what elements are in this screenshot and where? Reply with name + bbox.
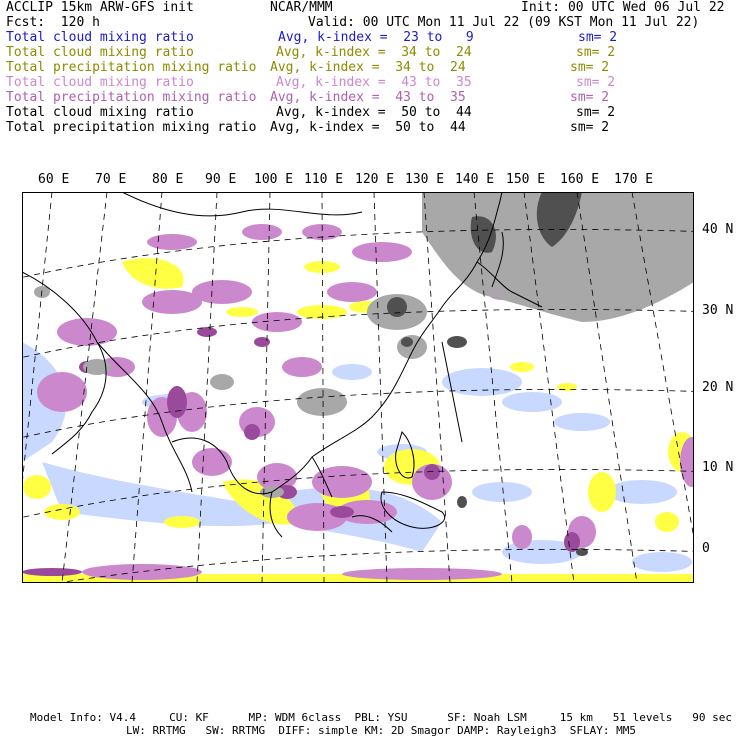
field-name: Total cloud mixing ratio (6, 75, 194, 90)
lon-label: 160 E (560, 172, 600, 187)
field-smoothing: sm= 2 (570, 120, 610, 135)
lon-label: 90 E (205, 172, 237, 187)
field-name: Total cloud mixing ratio (6, 45, 194, 60)
lat-label: 30 N (702, 303, 734, 318)
lon-label: 60 E (38, 172, 70, 187)
init-time: Init: 00 UTC Wed 06 Jul 22 (521, 0, 725, 15)
lon-label: 110 E (304, 172, 344, 187)
field-desc: Avg, k-index = 50 to 44 (270, 120, 466, 135)
field-smoothing: sm= 2 (570, 90, 610, 105)
field-desc: Avg, k-index = 34 to 24 (270, 60, 466, 75)
field-name: Total cloud mixing ratio (6, 30, 194, 45)
org-label: NCAR/MMM (270, 0, 333, 15)
valid-time: Valid: 00 UTC Mon 11 Jul 22 (09 KST Mon 11 Jul 22) (308, 15, 700, 30)
lat-label: 40 N (702, 222, 734, 237)
lon-label: 70 E (95, 172, 127, 187)
field-smoothing: sm= 2 (576, 105, 616, 120)
lon-label: 120 E (355, 172, 395, 187)
field-name: Total precipitation mixing ratio (6, 90, 257, 105)
lon-label: 140 E (455, 172, 495, 187)
lon-label: 170 E (614, 172, 654, 187)
forecast-hour: Fcst: 120 h (6, 15, 100, 30)
lon-label: 100 E (254, 172, 294, 187)
field-desc: Avg, k-index = 23 to 9 (278, 30, 474, 45)
field-smoothing: sm= 2 (578, 30, 618, 45)
cloud-map (22, 192, 694, 583)
field-desc: Avg, k-index = 50 to 44 (276, 105, 472, 120)
field-smoothing: sm= 2 (570, 60, 610, 75)
field-desc: Avg, k-index = 43 to 35 (270, 90, 466, 105)
field-name: Total cloud mixing ratio (6, 105, 194, 120)
field-smoothing: sm= 2 (576, 45, 616, 60)
lon-label: 130 E (405, 172, 445, 187)
field-desc: Avg, k-index = 43 to 35 (276, 75, 472, 90)
physics-info-line: LW: RRTMG SW: RRTMG DIFF: simple KM: 2D Smagor DAMP: Rayleigh3 SFLAY: MM5 (126, 724, 636, 737)
field-name: Total precipitation mixing ratio (6, 120, 257, 135)
lon-label: 150 E (506, 172, 546, 187)
lat-label: 0 (702, 541, 710, 556)
field-smoothing: sm= 2 (576, 75, 616, 90)
field-desc: Avg, k-index = 34 to 24 (276, 45, 472, 60)
lat-label: 10 N (702, 460, 734, 475)
model-info-line: Model Info: V4.4 CU: KF MP: WDM 6class PBL: YSU SF: Noah LSM 15 km 51 levels 90 sec (30, 711, 732, 724)
lat-label: 20 N (702, 380, 734, 395)
field-name: Total precipitation mixing ratio (6, 60, 257, 75)
lon-label: 80 E (152, 172, 184, 187)
model-title: ACCLIP 15km ARW-GFS init (6, 0, 194, 15)
